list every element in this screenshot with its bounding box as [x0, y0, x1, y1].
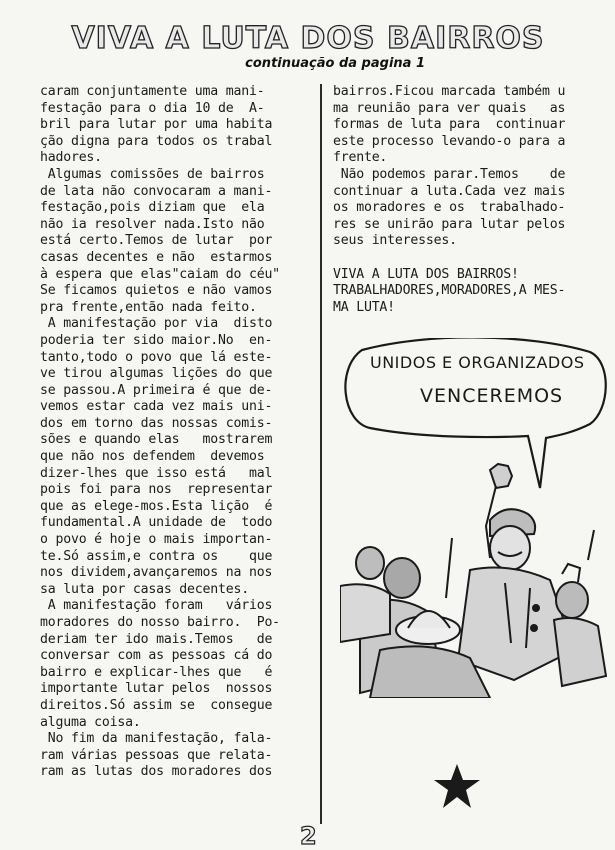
text-line: pra frente,então nada feito. — [40, 299, 257, 315]
text-line: o povo é hoje o mais importan- — [40, 532, 273, 548]
left-text-column — [40, 84, 315, 781]
right-text-column — [333, 84, 603, 316]
text-line: A manifestação por via disto — [40, 316, 273, 332]
text-line: casas decentes e não estarmos — [40, 249, 273, 265]
text-line: caram conjuntamente uma mani- — [40, 84, 265, 99]
text-line: poderia ter sido maior.No en- — [40, 332, 273, 348]
text-line: dizer-lhes que isso está mal — [40, 465, 273, 481]
text-line: que não nos defendem devemos — [40, 449, 265, 465]
continuation-note: continuação da pagina 1 — [245, 56, 425, 71]
text-line: ram as lutas dos moradores dos — [40, 764, 273, 780]
text-line: os moradores e os trabalhado- — [333, 200, 566, 216]
text-line: alguma coisa. — [40, 714, 141, 730]
text-line: direitos.Só assim se consegue — [40, 697, 273, 713]
text-line: ram várias pessoas que relata- — [40, 747, 273, 763]
text-line: festação para o dia 10 de A- — [40, 100, 265, 116]
text-line: sa luta por casas decentes. — [40, 581, 249, 597]
slogan-line: MA LUTA! — [333, 299, 395, 315]
text-line: nos dividem,avançaremos na nos — [40, 565, 273, 581]
protest-illustration — [340, 338, 608, 698]
text-line: Se ficamos quietos e não vamos — [40, 283, 273, 299]
text-line: está certo.Temos de lutar por — [40, 233, 273, 249]
text-line: se passou.A primeira é que de- — [40, 382, 273, 398]
slogan-line: TRABALHADORES,MORADORES,A MES- — [333, 283, 566, 299]
text-line: que as elege-mos.Esta lição é — [40, 498, 273, 514]
text-line: continuar a luta.Cada vez mais — [333, 183, 566, 199]
text-line: bairros.Ficou marcada também u — [333, 84, 566, 99]
star-icon — [432, 762, 482, 810]
text-line: bairro e explicar-lhes que é — [40, 664, 273, 680]
page-number: 2 — [300, 822, 317, 850]
text-line: moradores do nosso bairro. Po- — [40, 615, 280, 630]
text-line: festação,pois diziam que ela — [40, 200, 265, 216]
text-line: sões e quando elas mostrarem — [40, 432, 273, 448]
text-line: dos em torno das nossas comis- — [40, 415, 273, 431]
page-headline: VIVA A LUTA DOS BAIRROS — [71, 21, 545, 56]
text-line: formas de luta para continuar — [333, 117, 566, 133]
text-line: tanto,todo o povo que lá este- — [40, 349, 273, 365]
text-line: A manifestação foram vários — [40, 598, 273, 614]
text-line: fundamental.A unidade de todo — [40, 515, 273, 531]
text-line: frente. — [333, 150, 388, 166]
speech-line-1: UNIDOS E ORGANIZADOS — [370, 353, 585, 372]
text-line: Não podemos parar.Temos de — [333, 166, 566, 182]
crowd-figures — [340, 464, 606, 698]
text-line: No fim da manifestação, fala- — [40, 731, 273, 747]
slogan-line: VIVA A LUTA DOS BAIRROS! — [333, 266, 519, 282]
text-line: bril para lutar por uma habita — [40, 117, 273, 133]
text-line: hadores. — [40, 150, 102, 166]
text-line: conversar com as pessoas cá do — [40, 648, 273, 664]
text-line: seus interesses. — [333, 233, 457, 249]
column-divider — [320, 84, 322, 824]
text-line: vemos estar cada vez mais uni- — [40, 399, 273, 415]
text-line: deriam ter ido mais.Temos de — [40, 631, 273, 647]
text-line: não ia resolver nada.Isto não — [40, 216, 265, 232]
text-line: pois foi para nos representar — [40, 482, 273, 498]
text-line: Algumas comissões de bairros — [40, 166, 265, 182]
text-line: ma reunião para ver quais as — [333, 100, 566, 116]
text-line: de lata não convocaram a mani- — [40, 183, 273, 199]
text-line — [333, 250, 603, 267]
text-line: importante lutar pelos nossos — [40, 681, 273, 697]
text-line: res se unirão para lutar pelos — [333, 216, 566, 232]
text-line: este processo levando-o para a — [333, 133, 566, 149]
text-line: ve tirou algumas lições do que — [40, 366, 273, 382]
speech-line-2: VENCEREMOS — [420, 385, 564, 407]
text-line: te.Só assim,e contra os que — [40, 548, 273, 564]
text-line: à espera que elas"caiam do céu" — [40, 266, 280, 282]
text-line: ção digna para todos os trabal — [40, 133, 273, 149]
